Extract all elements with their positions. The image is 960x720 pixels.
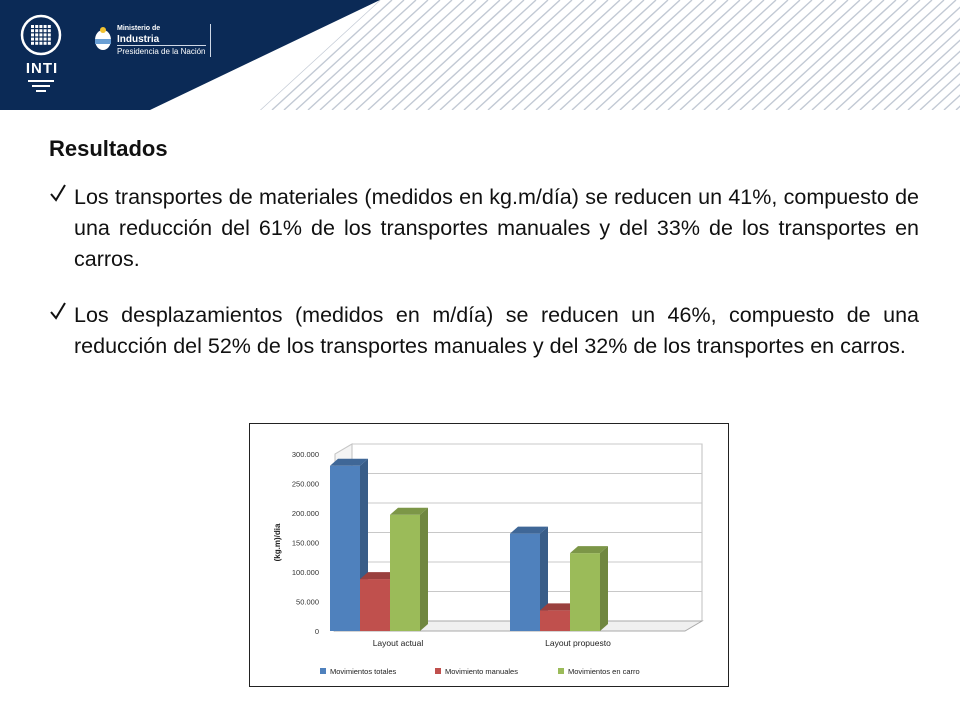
bar-chart [250,424,728,686]
check-icon [49,300,67,322]
chart-legend [320,667,640,676]
bullet-item [49,300,919,362]
legend-label: Movimientos totales [330,667,397,676]
bar-front [390,515,420,631]
bar-front [510,534,540,631]
legend-label: Movimiento manuales [445,667,518,676]
bar-side [600,546,608,631]
y-tick-label: 0 [314,627,319,636]
section-title: Resultados [49,136,168,161]
legend-swatch [435,668,441,674]
chart-container [249,423,729,687]
bar-side [420,508,428,631]
legend-swatch [320,668,326,674]
national-seal-icon [93,26,113,52]
bar [390,508,428,631]
y-tick-label: 150.000 [291,538,319,548]
bullet-text: Los transportes de materiales (medidos en kg.m/día) se reducen un 41%, compuesto de una reducción del 61% de los transportes manuales y del 33% de los transportes en carros. [74,185,919,271]
inti-logo-icon [18,14,64,94]
bullet-item [49,182,919,275]
y-tick-label: 250.000 [291,479,319,489]
legend-swatch [558,668,564,674]
bar-front [330,466,360,631]
bar-front [360,579,390,631]
y-tick-label: 200.000 [291,509,319,518]
check-icon [49,182,67,204]
y-tick-label: 100.000 [291,568,319,577]
ministry-line-2: Industria [117,34,160,45]
ministry-label [117,24,211,57]
legend-label: Movimientos en carro [568,667,640,676]
ministry-line-1: Ministerio de [117,25,161,32]
x-category-label: Layout actual [372,638,424,648]
x-category-label: Layout propuesto [545,638,611,648]
bar-front [540,610,570,631]
bullet-text: Los desplazamientos (medidos en m/día) se reducen un 46%, compuesto de una reducción del 52% de los transportes manuales y del 32% de los transportes en carros. [74,303,919,358]
ministry-line-3: Presidencia de la Nación [117,47,206,56]
y-axis-label: (kg.m)/dia [273,523,282,562]
y-tick-label: 50.000 [296,597,319,607]
y-tick-label: 300.000 [291,450,319,459]
header-banner [0,0,960,110]
bar-front [570,553,600,631]
bar [570,546,608,631]
inti-logo-text: INTI [25,60,59,77]
